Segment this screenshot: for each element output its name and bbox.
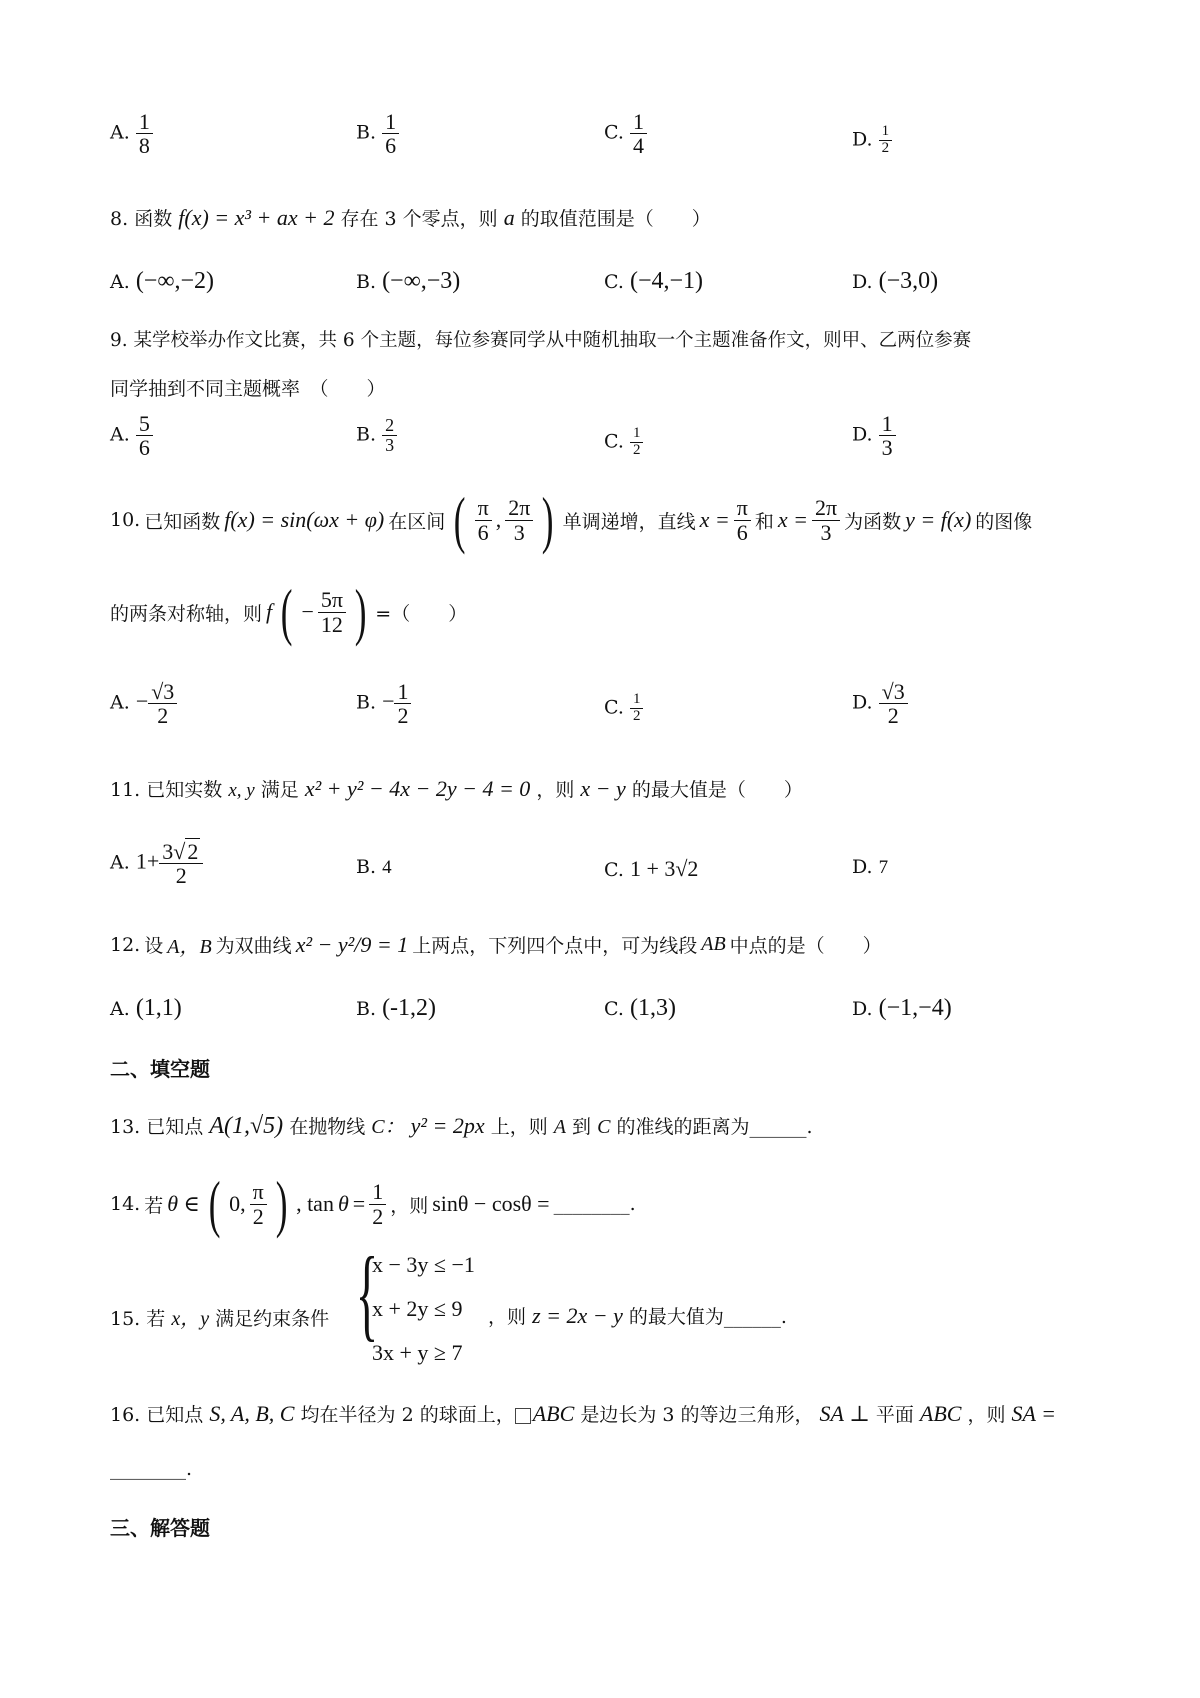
denominator: 3: [820, 519, 832, 545]
denominator: 8: [138, 133, 150, 159]
question-number: 14.: [110, 1193, 141, 1215]
option-label: D.: [852, 128, 873, 151]
question-number: 9.: [110, 330, 128, 351]
q7-option-d: [852, 124, 892, 157]
constraint-row: 3x + y ≥ 7: [372, 1340, 463, 1365]
stem-text: 同学抽到不同主题概率 （ ）: [110, 378, 386, 400]
q8-stem: [110, 204, 711, 231]
q8-option-a: [110, 268, 214, 295]
question-number: 13.: [110, 1116, 141, 1138]
right-paren: ): [354, 576, 367, 647]
q11-option-b: [356, 856, 392, 879]
numerator: 1: [136, 110, 153, 134]
stem-text: 为函数: [844, 510, 902, 533]
numerator: 2π: [812, 496, 840, 520]
curve-label: C: [597, 1116, 611, 1138]
objective-function: z = 2x − y: [532, 1303, 623, 1328]
sign: −: [382, 688, 395, 714]
q15-suffix: [488, 1302, 787, 1329]
option-label: D.: [852, 856, 873, 878]
system-brace: {: [355, 1236, 379, 1351]
variables: x，y: [171, 1308, 210, 1330]
fraction: [318, 588, 346, 635]
right-paren: ): [542, 484, 554, 555]
numerator: 1: [394, 680, 411, 704]
fraction: [812, 496, 840, 543]
q12-stem: [110, 930, 882, 959]
q9-stem-line2: [110, 374, 386, 401]
stem-text: 上，则: [490, 1116, 548, 1138]
option-label: B.: [356, 691, 377, 714]
q12-option-d: [852, 995, 952, 1022]
option-value: (−4,−1): [629, 268, 704, 294]
option-label: C.: [604, 271, 624, 293]
numerator: π: [734, 496, 751, 520]
option-label: D.: [852, 423, 873, 446]
q11-option-d: [852, 856, 888, 879]
denominator: 6: [477, 519, 489, 545]
fraction: [630, 110, 647, 157]
function-expression: y = f(x): [905, 507, 972, 532]
stem-text: 已知实数: [146, 779, 223, 801]
stem-text: 设: [144, 935, 164, 957]
question-number: 15.: [110, 1308, 141, 1330]
expression: x − y: [580, 776, 626, 801]
option-label: B.: [356, 271, 377, 293]
segment: AB: [701, 933, 726, 955]
function-expression: f(x) = x³ + ax + 2: [178, 205, 335, 230]
fraction: [382, 416, 397, 455]
stem-text: 的准线的距离为______.: [616, 1116, 813, 1138]
option-label: A.: [110, 998, 130, 1020]
stem-text: ，则: [488, 1306, 527, 1328]
q11-stem: [110, 775, 803, 802]
question-number: 11.: [110, 779, 141, 801]
q15-prefix: [110, 1302, 329, 1331]
numerator: 1: [630, 110, 647, 134]
numerator: 5π: [318, 588, 346, 612]
expression: SA =: [1011, 1401, 1056, 1426]
triangle-symbol-placeholder: [515, 1408, 531, 1424]
option-value: (-1,2): [382, 995, 437, 1021]
numerator: 1: [879, 124, 893, 141]
points: A，B: [167, 936, 212, 958]
denominator: 6: [736, 519, 748, 545]
option-label: B.: [356, 423, 377, 446]
stem-text: 单调递增，直线: [562, 510, 696, 533]
fraction: [505, 496, 533, 543]
stem-text: 的图像: [975, 510, 1033, 533]
numerator: 1: [382, 110, 399, 134]
left-paren: (: [208, 1168, 221, 1239]
fraction: [879, 680, 908, 727]
variables: x, y: [228, 780, 255, 801]
line-equation: x =: [777, 507, 808, 532]
section-heading-fill-blank: 二、填空题: [110, 1057, 210, 1081]
q9-option-c: [604, 426, 643, 459]
q11-option-c: [604, 856, 698, 882]
denominator: 3: [385, 434, 395, 455]
stem-text: 已知点: [146, 1404, 204, 1426]
q8-option-d: [852, 268, 938, 295]
stem-text: 在区间: [388, 510, 446, 533]
q10-option-c: [604, 692, 643, 725]
q12-option-b: [356, 995, 436, 1022]
parabola-equation: y² = 2px: [410, 1113, 485, 1138]
left-paren: (: [280, 576, 293, 647]
stem-text: 中点的是（ ）: [729, 935, 882, 957]
option-label: A.: [110, 691, 130, 714]
q9-option-a: [110, 412, 153, 459]
condition: θ ∈: [167, 1191, 200, 1216]
stem-text: ，则: [967, 1404, 1006, 1426]
constraint-row: x + 2y ≤ 9: [372, 1296, 463, 1321]
denominator: 12: [320, 611, 343, 637]
q7-option-a: [110, 110, 153, 157]
q10-option-a: [110, 680, 177, 727]
stem-text: 已知点: [146, 1116, 204, 1138]
option-label: A.: [110, 423, 130, 446]
q7-option-b: [356, 110, 399, 157]
numerator: 2: [382, 416, 397, 436]
q10-stem-line2: 的两条对称轴，则 f ( − $\frac{5\pi}{12}$ ) =（ ）: [110, 576, 468, 647]
answer-blank[interactable]: ________.: [553, 1193, 636, 1215]
q15-stem: [110, 1236, 930, 1380]
option-value: 4: [382, 857, 392, 878]
perpendicular-expression: SA ⊥: [819, 1401, 870, 1426]
question-number: 10.: [110, 509, 141, 531]
stem-text: 上两点，下列四个点中，可为线段: [412, 935, 698, 957]
q10-option-d: [852, 680, 908, 727]
fraction: $\frac{1}{2}$: [369, 1180, 386, 1227]
curve-name: C：: [371, 1116, 405, 1138]
stem-text: ，则: [536, 779, 575, 801]
stem-text: 满足: [260, 779, 299, 801]
stem-text: =（ ）: [375, 602, 468, 625]
denominator: 2: [881, 139, 890, 156]
option-label: C.: [604, 430, 624, 453]
stem-text: 的最大值是（ ）: [631, 779, 803, 801]
fraction: $\frac{3√2}{2}$: [159, 840, 203, 887]
option-label: D.: [852, 998, 873, 1020]
line-equation: x =: [699, 507, 730, 532]
stem-text: 若: [144, 1194, 164, 1217]
stem-text: 满足约束条件: [215, 1308, 330, 1330]
option-label: D.: [852, 691, 873, 714]
fraction: [136, 110, 153, 157]
option-value: (−∞,−2): [135, 268, 214, 294]
point-label: A: [553, 1116, 566, 1138]
stem-text: 已知函数: [144, 510, 221, 533]
q12-option-c: [604, 995, 676, 1022]
option-label: C.: [604, 696, 624, 719]
plane: ABC: [919, 1401, 962, 1426]
stem-text: 函数: [134, 208, 173, 230]
constraint-row: x − 3y ≤ −1: [372, 1252, 475, 1277]
numerator: π: [475, 496, 492, 520]
stem-text: 和: [754, 510, 774, 533]
fraction: [136, 412, 153, 459]
denominator: 6: [138, 435, 150, 461]
stem-text: 是边长为 3 的等边三角形，: [580, 1404, 814, 1426]
stem-text: 存在 3 个零点，则: [340, 208, 498, 230]
option-value: (1,3): [629, 995, 676, 1021]
numerator: √3: [879, 680, 908, 704]
fraction: [630, 426, 644, 459]
question-number: 16.: [110, 1404, 141, 1426]
option-label: A.: [110, 851, 130, 874]
q12-option-a: [110, 995, 182, 1022]
stem-text: 到: [572, 1116, 592, 1138]
option-label: B.: [356, 856, 377, 878]
denominator: 6: [385, 133, 397, 159]
option-label: A.: [110, 121, 130, 144]
fraction: [630, 692, 644, 725]
option-label: B.: [356, 121, 377, 144]
q16-stem-line1: [110, 1400, 1056, 1427]
q10-stem-line1: 10. 已知函数 f(x) = sin(ωx + φ) 在区间 ( $\frac{\pi}{6}$ , $\frac{2\pi}{3}$ ) 单调递增，直线 x = $\frac{\pi}{6}$ 和 x = $\frac{2\pi}{3}$ 为函数 y = f(x) 的图像: [110, 484, 1033, 555]
q8-option-c: [604, 268, 703, 295]
q16-stem-line2[interactable]: ________.: [110, 1458, 193, 1480]
question-number: 8.: [110, 208, 129, 230]
option-value: (−1,−4): [878, 995, 952, 1021]
fraction: [734, 496, 751, 543]
denominator: 2: [632, 441, 641, 458]
option-label: C.: [604, 859, 624, 881]
point: A(1,√5): [209, 1113, 284, 1139]
stem-text: 为双曲线: [215, 935, 292, 957]
variable: a: [503, 205, 515, 230]
stem-text: 若: [146, 1308, 166, 1330]
option-label: A.: [110, 271, 130, 293]
option-label: D.: [852, 271, 873, 293]
denominator: 2: [632, 707, 641, 724]
numerator: 1: [630, 692, 644, 709]
q9-option-d: [852, 412, 896, 459]
denominator: 2: [397, 703, 409, 729]
q11-option-a: A. 1+ $\frac{3√2}{2}$: [110, 840, 203, 887]
q9-option-b: [356, 416, 397, 455]
q8-option-b: [356, 268, 460, 295]
fraction: [879, 412, 896, 459]
right-paren: ): [275, 1168, 288, 1239]
fraction: [382, 110, 399, 157]
function-expression: f(x) = sin(ωx + φ): [224, 507, 385, 532]
stem-text: 的最大值为______.: [628, 1306, 787, 1328]
option-value: (1,1): [135, 995, 182, 1021]
option-value: (−3,0): [878, 268, 939, 294]
q9-stem-line1: [110, 326, 971, 352]
section-heading-solutions: 三、解答题: [110, 1516, 210, 1540]
equation: x² + y² − 4x − 2y − 4 = 0: [304, 776, 531, 801]
stem-text: 某学校举办作文比赛，共 6 个主题，每位参赛同学从中随机抽取一个主题准备作文，则甲、乙两位参赛: [133, 330, 972, 351]
hyperbola-equation: x² − y²/9 = 1: [295, 931, 409, 957]
fraction: [148, 680, 177, 727]
expression: sinθ − cosθ =: [432, 1191, 550, 1216]
fraction: [475, 496, 492, 543]
option-value: 1 + 3√2: [629, 856, 699, 881]
stem-text: ，则: [390, 1194, 429, 1217]
q7-option-c: [604, 110, 647, 157]
sign: −: [135, 688, 149, 714]
fraction: $\frac{\pi}{2}$: [250, 1180, 267, 1227]
triangle: ABC: [532, 1401, 575, 1426]
numerator: √3: [148, 680, 177, 704]
q14-stem: 14. 若 θ ∈ ( 0, $\frac{\pi}{2}$ ) , tan θ = $\frac{1}{2}$ ，则 sinθ − cosθ = ________.: [110, 1168, 636, 1239]
fraction: [879, 124, 893, 157]
option-label: C.: [604, 121, 624, 144]
stem-text: 均在半径为 2 的球面上，: [300, 1404, 515, 1426]
option-label: C.: [604, 998, 624, 1020]
left-paren: (: [454, 484, 466, 555]
function-name: f: [266, 599, 273, 624]
stem-text: 在抛物线: [289, 1116, 366, 1138]
option-value: (−∞,−3): [382, 268, 461, 294]
option-label: B.: [356, 998, 377, 1020]
stem-text: 的取值范围是（ ）: [520, 208, 711, 230]
denominator: 3: [881, 435, 893, 461]
numerator: 1: [879, 412, 896, 436]
denominator: 3: [513, 519, 525, 545]
stem-text: 平面: [875, 1404, 914, 1426]
denominator: 2: [157, 703, 169, 729]
q13-stem: [110, 1110, 813, 1140]
numerator: 5: [136, 412, 153, 436]
numerator: 2π: [505, 496, 533, 520]
q10-option-b: [356, 680, 411, 727]
numerator: 1: [630, 426, 644, 443]
denominator: 4: [632, 133, 644, 159]
stem-text: 的两条对称轴，则: [110, 602, 263, 625]
question-number: 12.: [110, 933, 141, 956]
option-value: 7: [878, 857, 889, 878]
denominator: 2: [887, 703, 899, 729]
points: S, A, B, C: [209, 1401, 295, 1426]
fraction: [394, 680, 411, 727]
